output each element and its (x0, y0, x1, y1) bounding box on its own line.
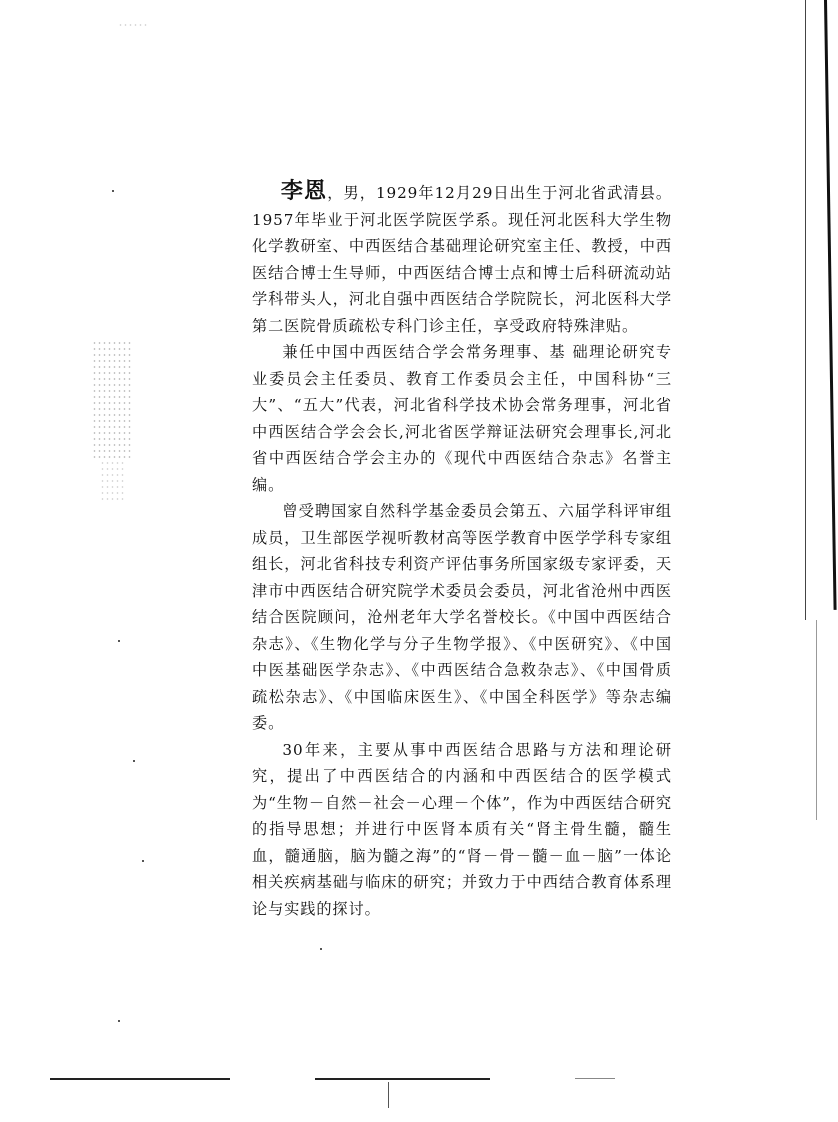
paragraph-3: 曾受聘国家自然科学基金委员会第五、六届学科评审组成员，卫生部医学视听教材高等医学教育中医学学科专家组组长，河北省科技专利资产评估事务所国家级专家评委，天津市中西医结合研究院学术委员会委员，河北省沧州中西医结合医院顾问，沧州老年大学名誉校长。《中国中西医结合杂志》、《生物化学与分子生物学报》、《中医研究》、《中国中医基础医学杂志》、《中西医结合急救杂志》、《中国骨质疏松杂志》、《中国临床医生》、《中国全科医学》等杂志编委。 (252, 502, 672, 732)
paragraph-1-text: ，男，1929年12月29日出生于河北省武清县。1957年毕业于河北医学院医学系。现任河北医科大学生物化学教研室、中西医结合基础理论研究室主任、教授，中西医结合博士生导师，中西医结合博士点和博士后科研流动站学科带头人，河北自强中西医结合学院院长，河北医科大学第二医院骨质疏松专科门诊主任，享受政府特殊津贴。 (252, 184, 672, 335)
bottom-rule-left (50, 1078, 230, 1080)
biography-text (252, 178, 672, 922)
scan-dot (112, 190, 114, 192)
scan-noise-left (92, 340, 132, 460)
page-edge-line-lower (816, 620, 817, 820)
bottom-rule-center (315, 1078, 490, 1080)
bottom-rule-right (575, 1078, 615, 1079)
scan-dot (118, 1020, 120, 1022)
scan-dot (133, 760, 135, 762)
paragraph-2: 兼任中国中西医结合学会常务理事、基 础理论研究专业委员会主任委员、教育工作委员会主任，中国科协“三大”、“五大”代表，河北省科学技术协会常务理事，河北省中西医结合学会会长,河北省医学辩证法研究会理事长,河北省中西医结合学会主办的《现代中西医结合杂志》名誉主编。 (252, 343, 672, 494)
bottom-tick (388, 1082, 389, 1108)
page-edge-shadow (824, 0, 837, 610)
scan-noise-top (118, 22, 148, 30)
page-edge-line (805, 0, 806, 620)
paragraph-1 (252, 178, 672, 339)
scan-noise-left-lower (100, 460, 125, 500)
paragraph-4: 30年来，主要从事中西医结合思路与方法和理论研究，提出了中西医结合的内涵和中西医结合的医学模式为“生物－自然－社会－心理－个体”，作为中西医结合研究的指导思想；并进行中医肾本质有关“肾主骨生髓，髓生血，髓通脑，脑为髓之海”的“肾－骨－髓－血－脑”一体论相关疾病基础与临床的研究；并致力于中西结合教育体系理论与实践的探讨。 (252, 740, 672, 918)
scan-dot (142, 860, 144, 862)
scan-dot (320, 948, 322, 950)
scan-dot (118, 640, 120, 642)
person-name: 李恩 (280, 178, 328, 204)
